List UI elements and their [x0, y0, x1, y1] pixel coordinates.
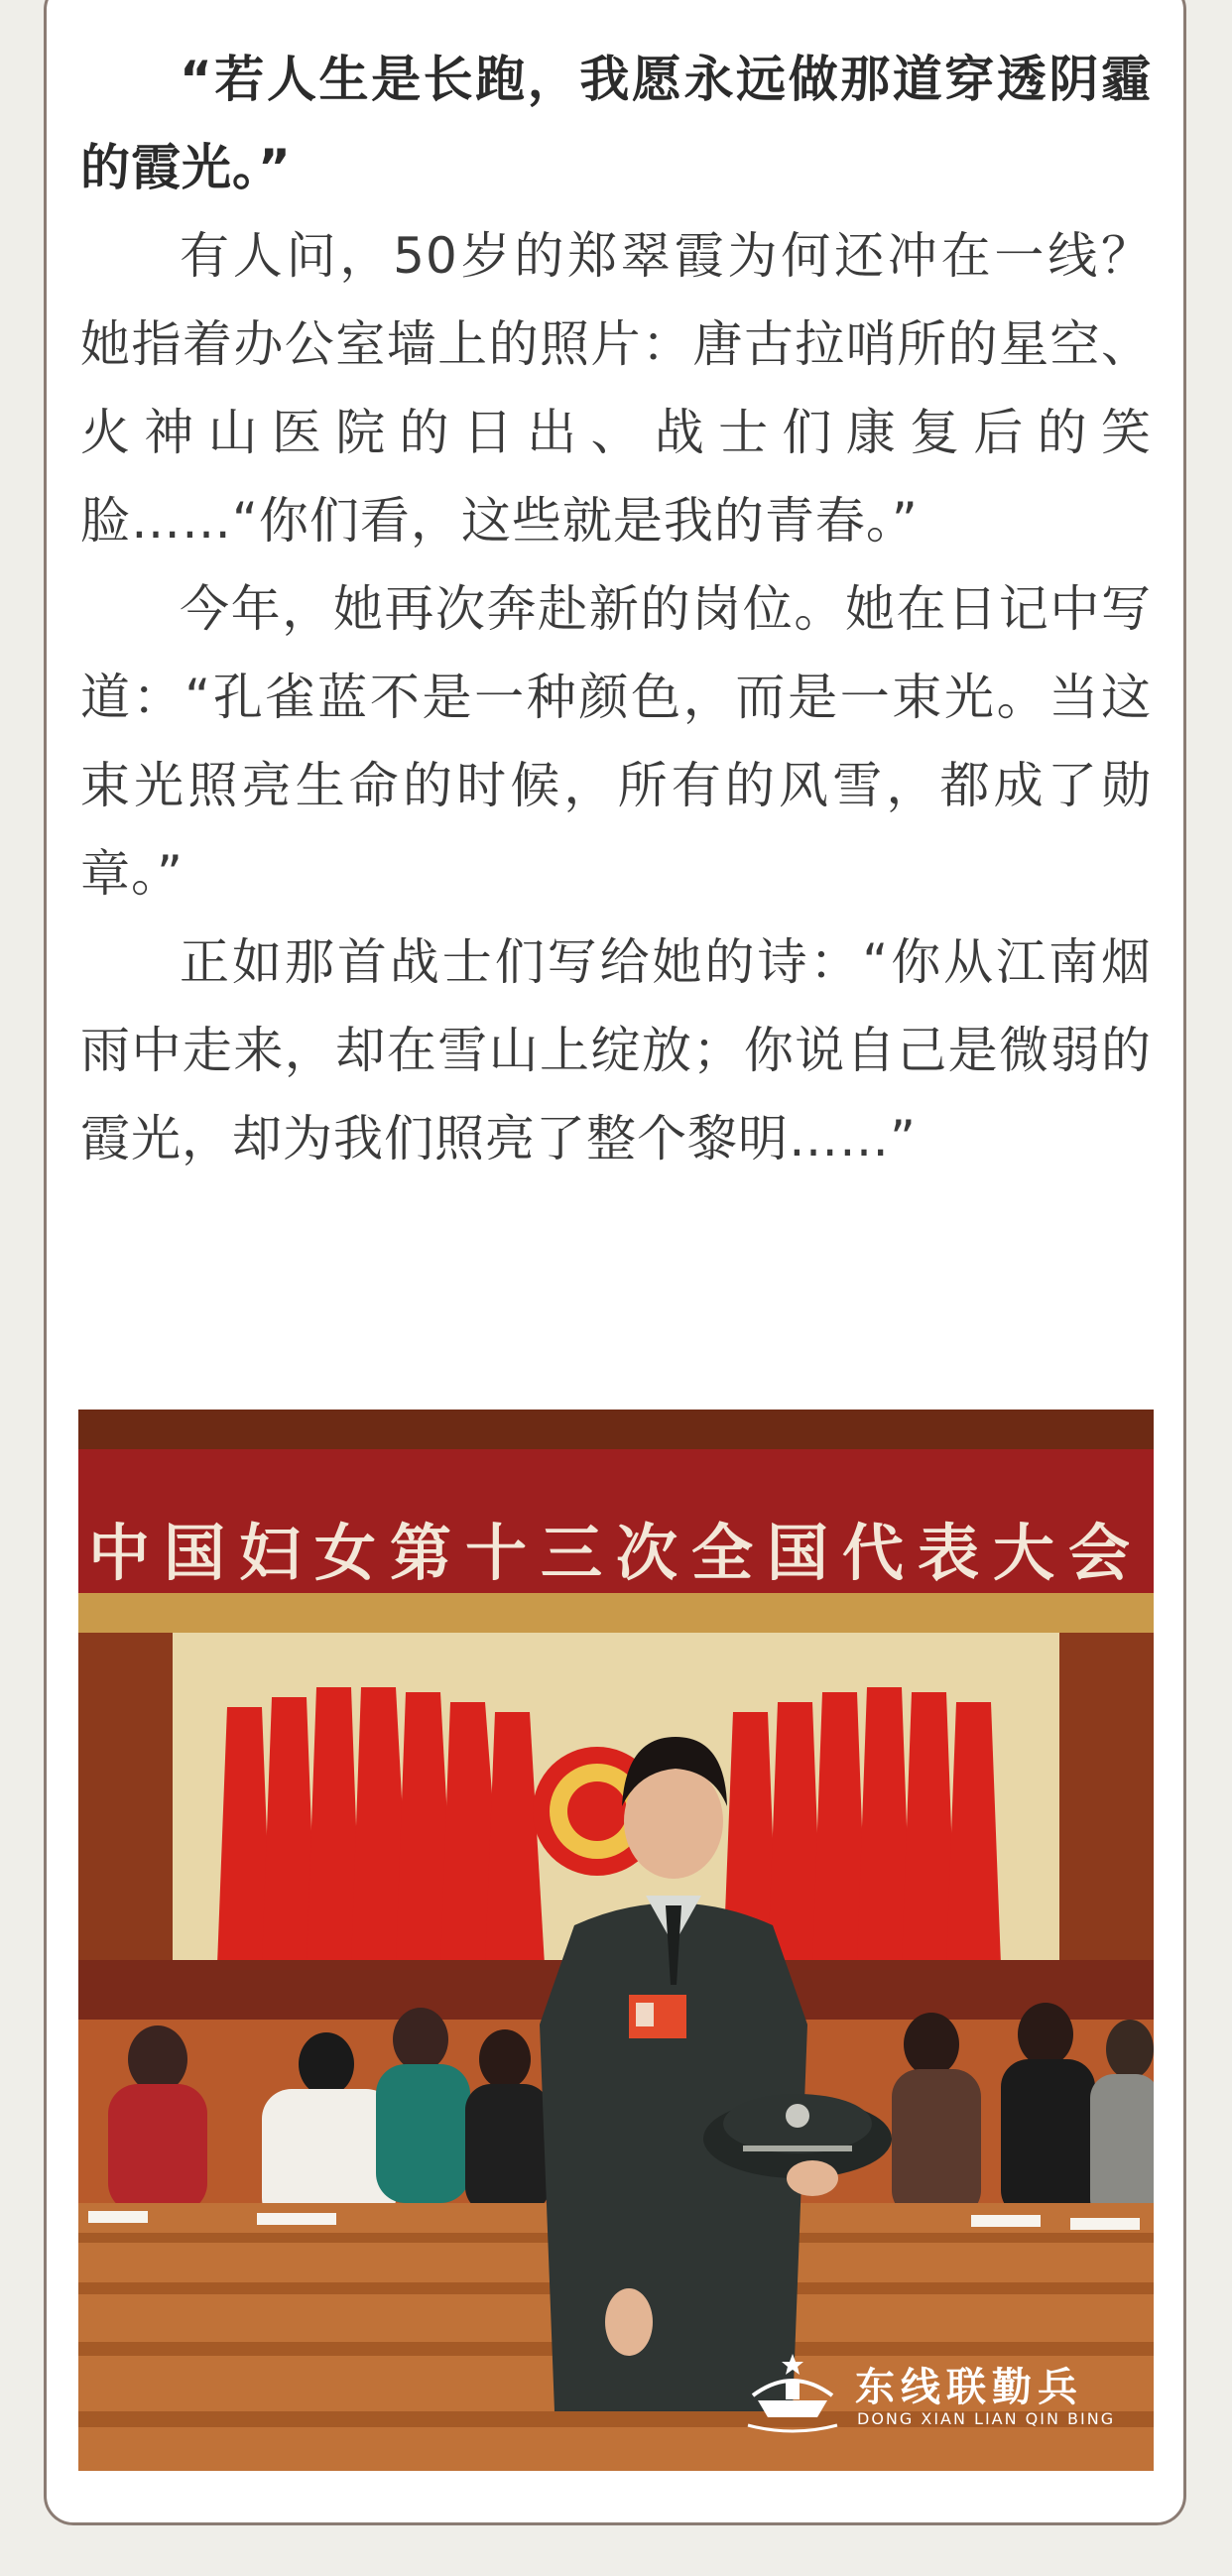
- body-paragraph: 有人问，50岁的郑翠霞为何还冲在一线？她指着办公室墙上的照片：唐古拉哨所的星空、火神山医院的日出、战士们康复后的笑脸……“你们看，这些就是我的青春。”: [80, 227, 1152, 550]
- quote-paragraph: “若人生是长跑，我愿永远做那道穿透阴霾的霞光。”: [80, 51, 1152, 196]
- watermark: [738, 2342, 1154, 2451]
- congress-photo: [78, 1410, 1154, 2471]
- watermark-title: 东线联勤兵: [855, 2365, 1083, 2410]
- watermark-subtitle: DONG XIAN LIAN QIN BING: [857, 2409, 1116, 2428]
- article-body: [80, 36, 1152, 1183]
- body-paragraph: 今年，她再次奔赴新的岗位。她在日记中写道：“孔雀蓝不是一种颜色，而是一束光。当这束光照亮生命的时候，所有的风雪，都成了勋章。”: [80, 580, 1152, 903]
- banner-title: 中国妇女第十三次全国代表大会: [87, 1517, 1144, 1589]
- body-paragraph: 正如那首战士们写给她的诗：“你从江南烟雨中走来，却在雪山上绽放；你说自己是微弱的霞光，却为我们照亮了整个黎明……”: [80, 933, 1152, 1167]
- ship-logo-icon: [738, 2346, 847, 2435]
